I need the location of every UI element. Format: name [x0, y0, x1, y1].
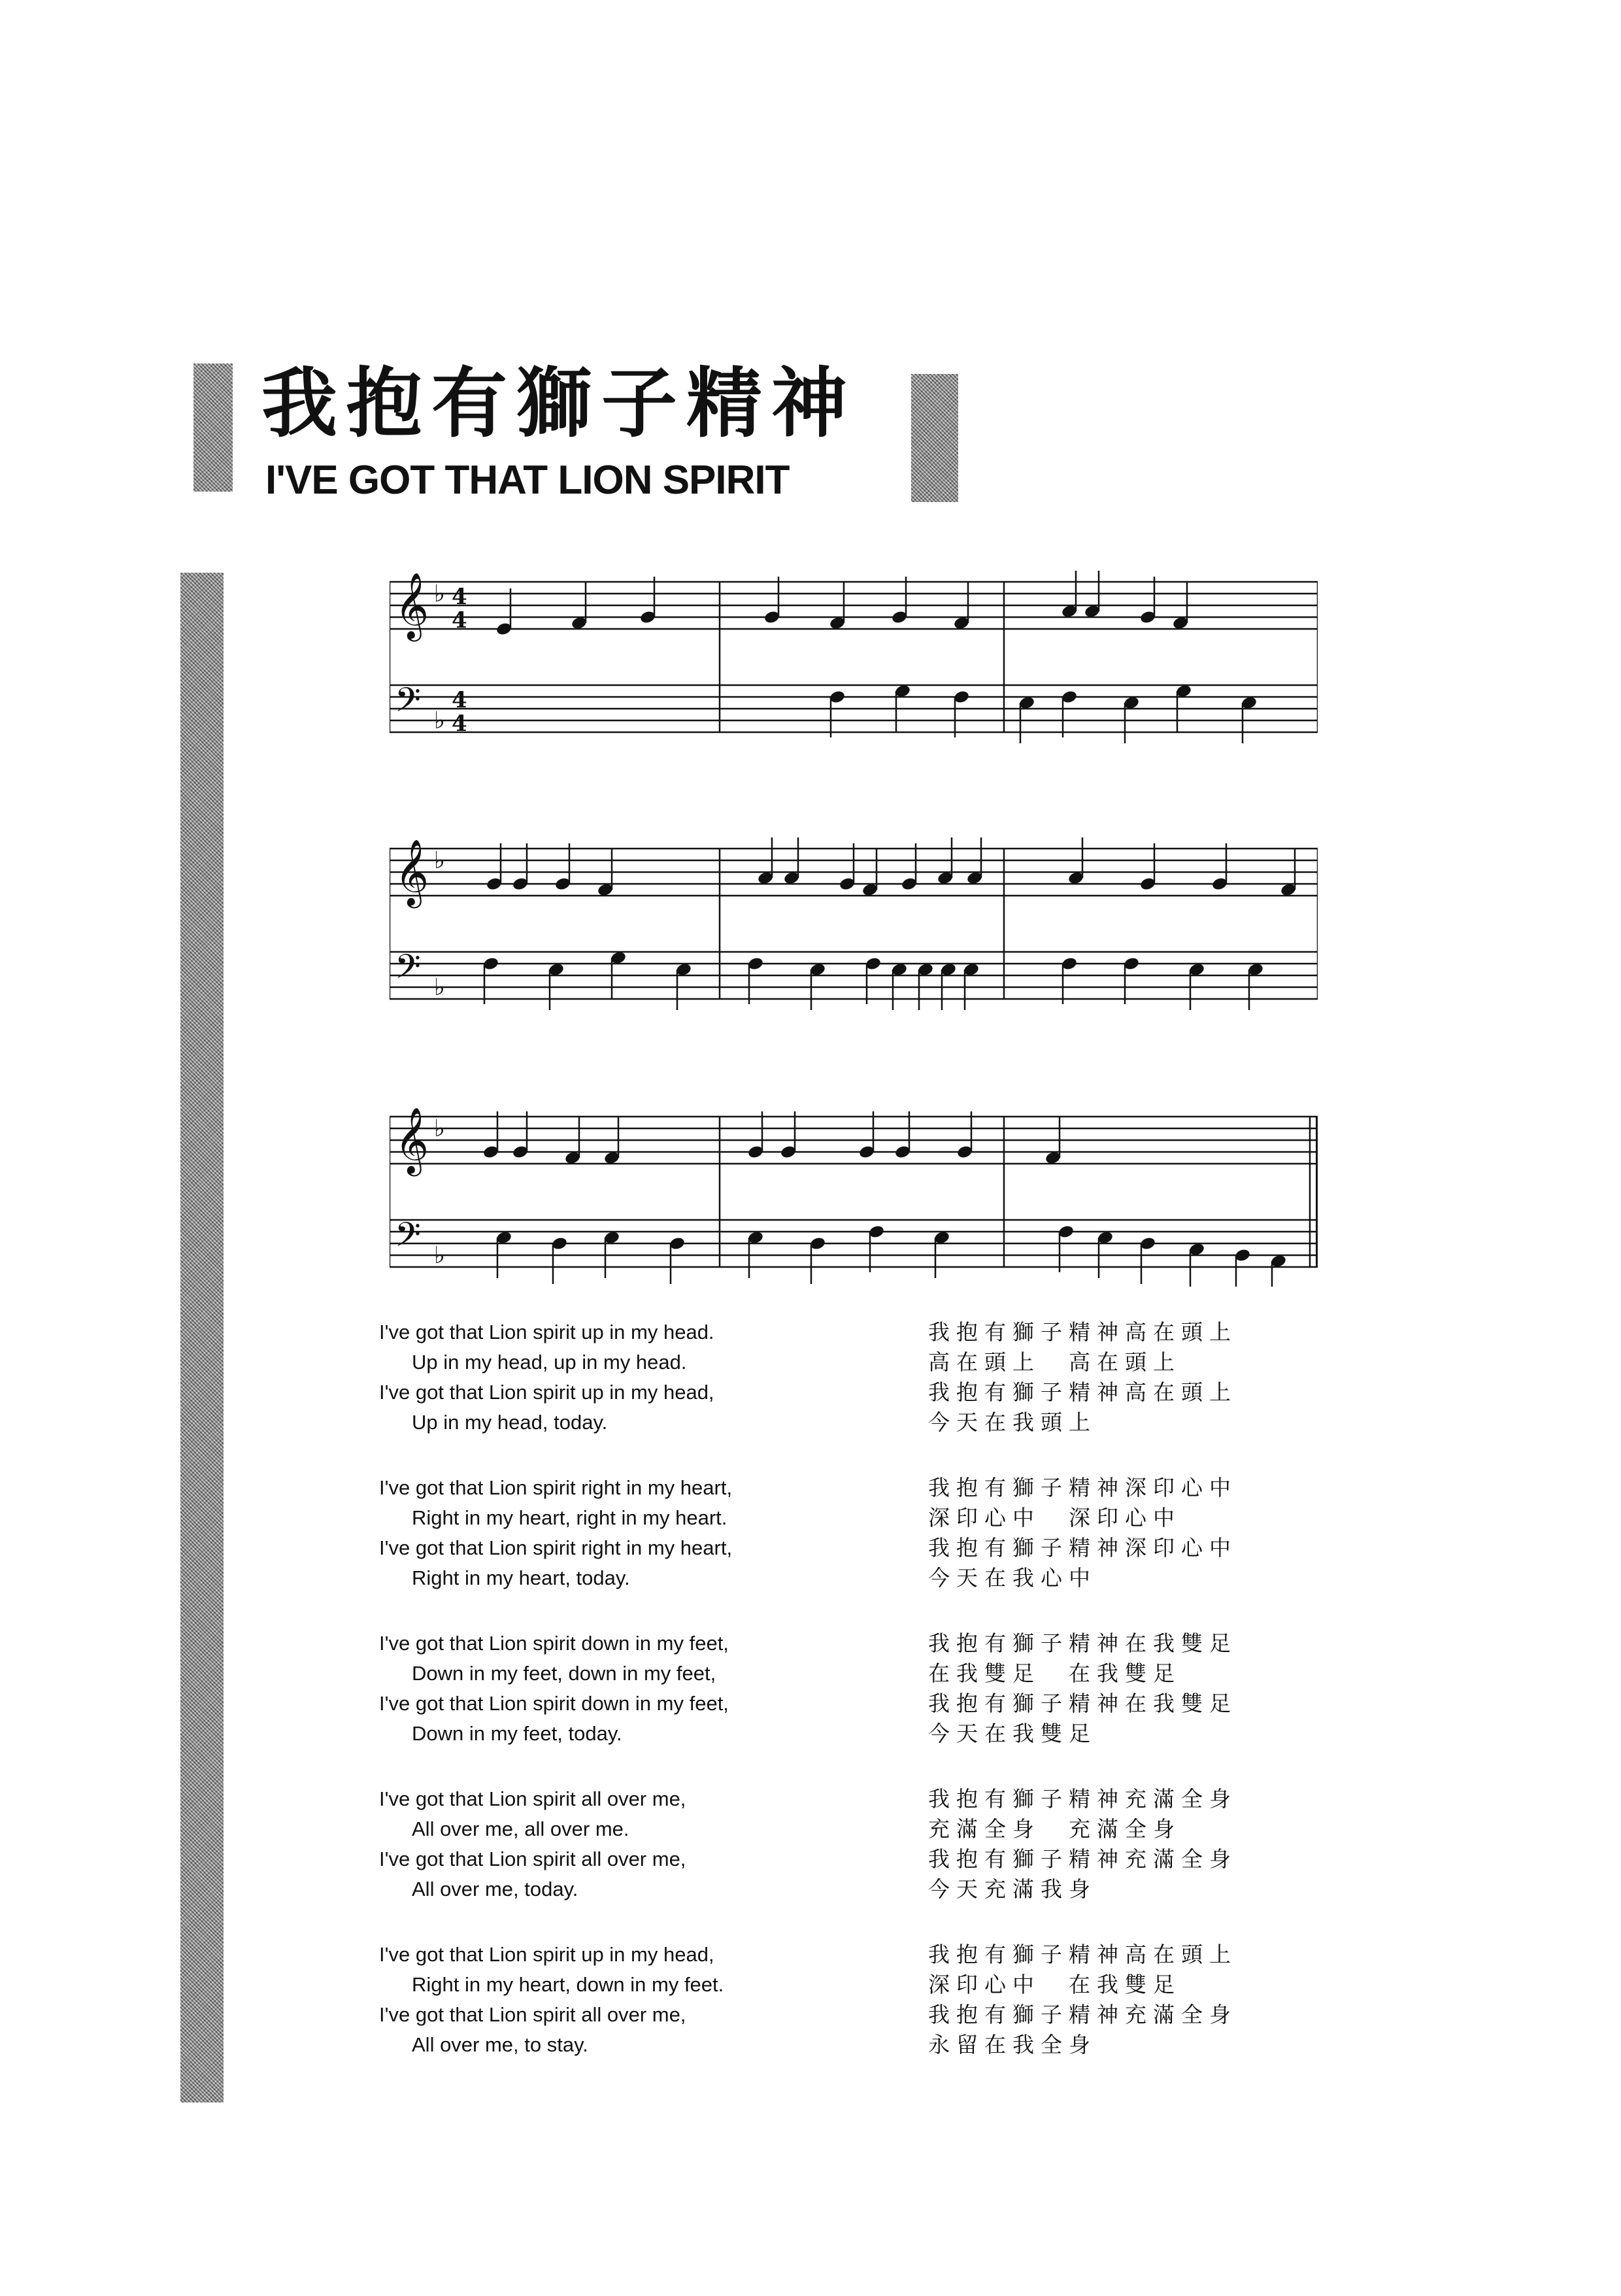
- lyric-line: I've got that Lion spirit up in my head,: [379, 1943, 714, 1966]
- score-system-2: [390, 829, 1318, 1019]
- title-bar-left: [193, 363, 233, 492]
- lyric-line: 高在頭上 高在頭上: [928, 1349, 1181, 1375]
- lyric-line: 永留在我全身: [928, 2032, 1097, 2057]
- treble-clef-icon: 𝄞: [395, 1106, 429, 1173]
- lyric-line: 今天在我心中: [928, 1565, 1097, 1591]
- treble-clef-icon: 𝄞: [395, 838, 429, 905]
- verse-english-2: [379, 1473, 915, 1629]
- lyric-line: I've got that Lion spirit all over me,: [379, 2003, 686, 2026]
- time-signature-bass: 4: [452, 687, 467, 713]
- lyric-line: I've got that Lion spirit right in my heart,: [379, 1476, 733, 1499]
- treble-staff: [390, 1117, 1318, 1164]
- verse-english-1: [379, 1317, 915, 1473]
- verse-english-4: [379, 1784, 915, 1940]
- flat-icon: ♭: [434, 581, 445, 607]
- time-signature-treble: 4: [452, 607, 467, 633]
- lyric-line: 深印心中 深印心中: [928, 1505, 1181, 1530]
- lyric-line: 我抱有獅子精神深印心中: [928, 1535, 1237, 1561]
- lyric-line: 我抱有獅子精神高在頭上: [928, 1379, 1237, 1405]
- verse-chinese-1: [928, 1317, 1320, 1473]
- lyric-line: Down in my feet, today.: [412, 1722, 622, 1745]
- title-chinese: 我抱有獅子精神: [261, 359, 856, 448]
- lyric-line: 深印心中 在我雙足: [928, 1972, 1181, 1997]
- lyric-line: I've got that Lion spirit all over me,: [379, 1787, 686, 1810]
- bass-staff: [390, 1220, 1318, 1267]
- side-decoration-bar: [180, 573, 224, 2102]
- bass-clef-icon: 𝄢: [395, 680, 421, 728]
- title-bar-right: [911, 374, 958, 502]
- flat-icon: ♭: [434, 1242, 445, 1269]
- title-english: I'VE GOT THAT LION SPIRIT: [265, 458, 790, 503]
- time-signature-bass: 4: [452, 711, 467, 737]
- lyric-line: Up in my head, today.: [412, 1411, 608, 1434]
- score-system-3: [390, 1097, 1318, 1287]
- score-svg: [390, 562, 1318, 752]
- lyric-line: 我抱有獅子精神高在頭上: [928, 1942, 1237, 1967]
- lyric-line: I've got that Lion spirit down in my feet,: [379, 1692, 729, 1715]
- time-signature-treble: 4: [452, 584, 467, 610]
- lyric-line: 我抱有獅子精神高在頭上: [928, 1319, 1237, 1345]
- lyric-line: I've got that Lion spirit up in my head.: [379, 1321, 714, 1343]
- lyrics-english: [379, 1317, 915, 2095]
- lyric-line: 今天在我頭上: [928, 1410, 1097, 1435]
- flat-icon: ♭: [434, 707, 445, 734]
- score-svg: [390, 829, 1318, 1019]
- bass-clef-icon: 𝄢: [395, 1215, 421, 1262]
- lyric-line: Right in my heart, down in my feet.: [412, 1973, 724, 1996]
- lyric-line: 我抱有獅子精神深印心中: [928, 1475, 1237, 1500]
- lyric-line: Right in my heart, today.: [412, 1566, 630, 1589]
- lyric-line: Up in my head, up in my head.: [412, 1351, 687, 1374]
- lyric-line: 在我雙足 在我雙足: [928, 1661, 1181, 1686]
- score-svg: [390, 1097, 1318, 1287]
- lyric-line: 我抱有獅子精神充滿全身: [928, 2002, 1237, 2027]
- bass-clef-icon: 𝄢: [395, 947, 421, 994]
- lyric-line: All over me, to stay.: [412, 2033, 588, 2056]
- lyric-line: 我抱有獅子精神充滿全身: [928, 1786, 1237, 1812]
- lyric-line: 今天充滿我身: [928, 1876, 1097, 1902]
- flat-icon: ♭: [434, 847, 445, 874]
- treble-clef-icon: 𝄞: [395, 571, 429, 639]
- verse-chinese-4: [928, 1784, 1320, 1940]
- lyric-line: All over me, all over me.: [412, 1817, 629, 1840]
- lyric-line: 我抱有獅子精神在我雙足: [928, 1691, 1237, 1716]
- verse-english-3: [379, 1629, 915, 1784]
- lyric-line: I've got that Lion spirit down in my feet,: [379, 1632, 729, 1655]
- verse-chinese-2: [928, 1473, 1320, 1629]
- lyric-line: 充滿全身 充滿全身: [928, 1816, 1181, 1842]
- lyric-line: I've got that Lion spirit up in my head,: [379, 1381, 714, 1404]
- lyric-line: I've got that Lion spirit all over me,: [379, 1848, 686, 1870]
- lyrics-chinese: [928, 1317, 1320, 2095]
- lyric-line: All over me, today.: [412, 1878, 578, 1900]
- verse-english-5: [379, 1940, 915, 2095]
- lyric-line: Down in my feet, down in my feet,: [412, 1662, 716, 1685]
- lyric-line: 今天在我雙足: [928, 1721, 1097, 1746]
- lyric-line: I've got that Lion spirit right in my heart,: [379, 1536, 733, 1559]
- bass-staff: [390, 952, 1318, 999]
- verse-chinese-3: [928, 1629, 1320, 1784]
- flat-icon: ♭: [434, 1115, 445, 1142]
- lyric-line: 我抱有獅子精神在我雙足: [928, 1630, 1237, 1656]
- lyric-line: 我抱有獅子精神充滿全身: [928, 1846, 1237, 1872]
- score-system-1: [390, 562, 1318, 752]
- verse-chinese-5: [928, 1940, 1320, 2095]
- lyric-line: Right in my heart, right in my heart.: [412, 1506, 727, 1529]
- flat-icon: ♭: [434, 974, 445, 1001]
